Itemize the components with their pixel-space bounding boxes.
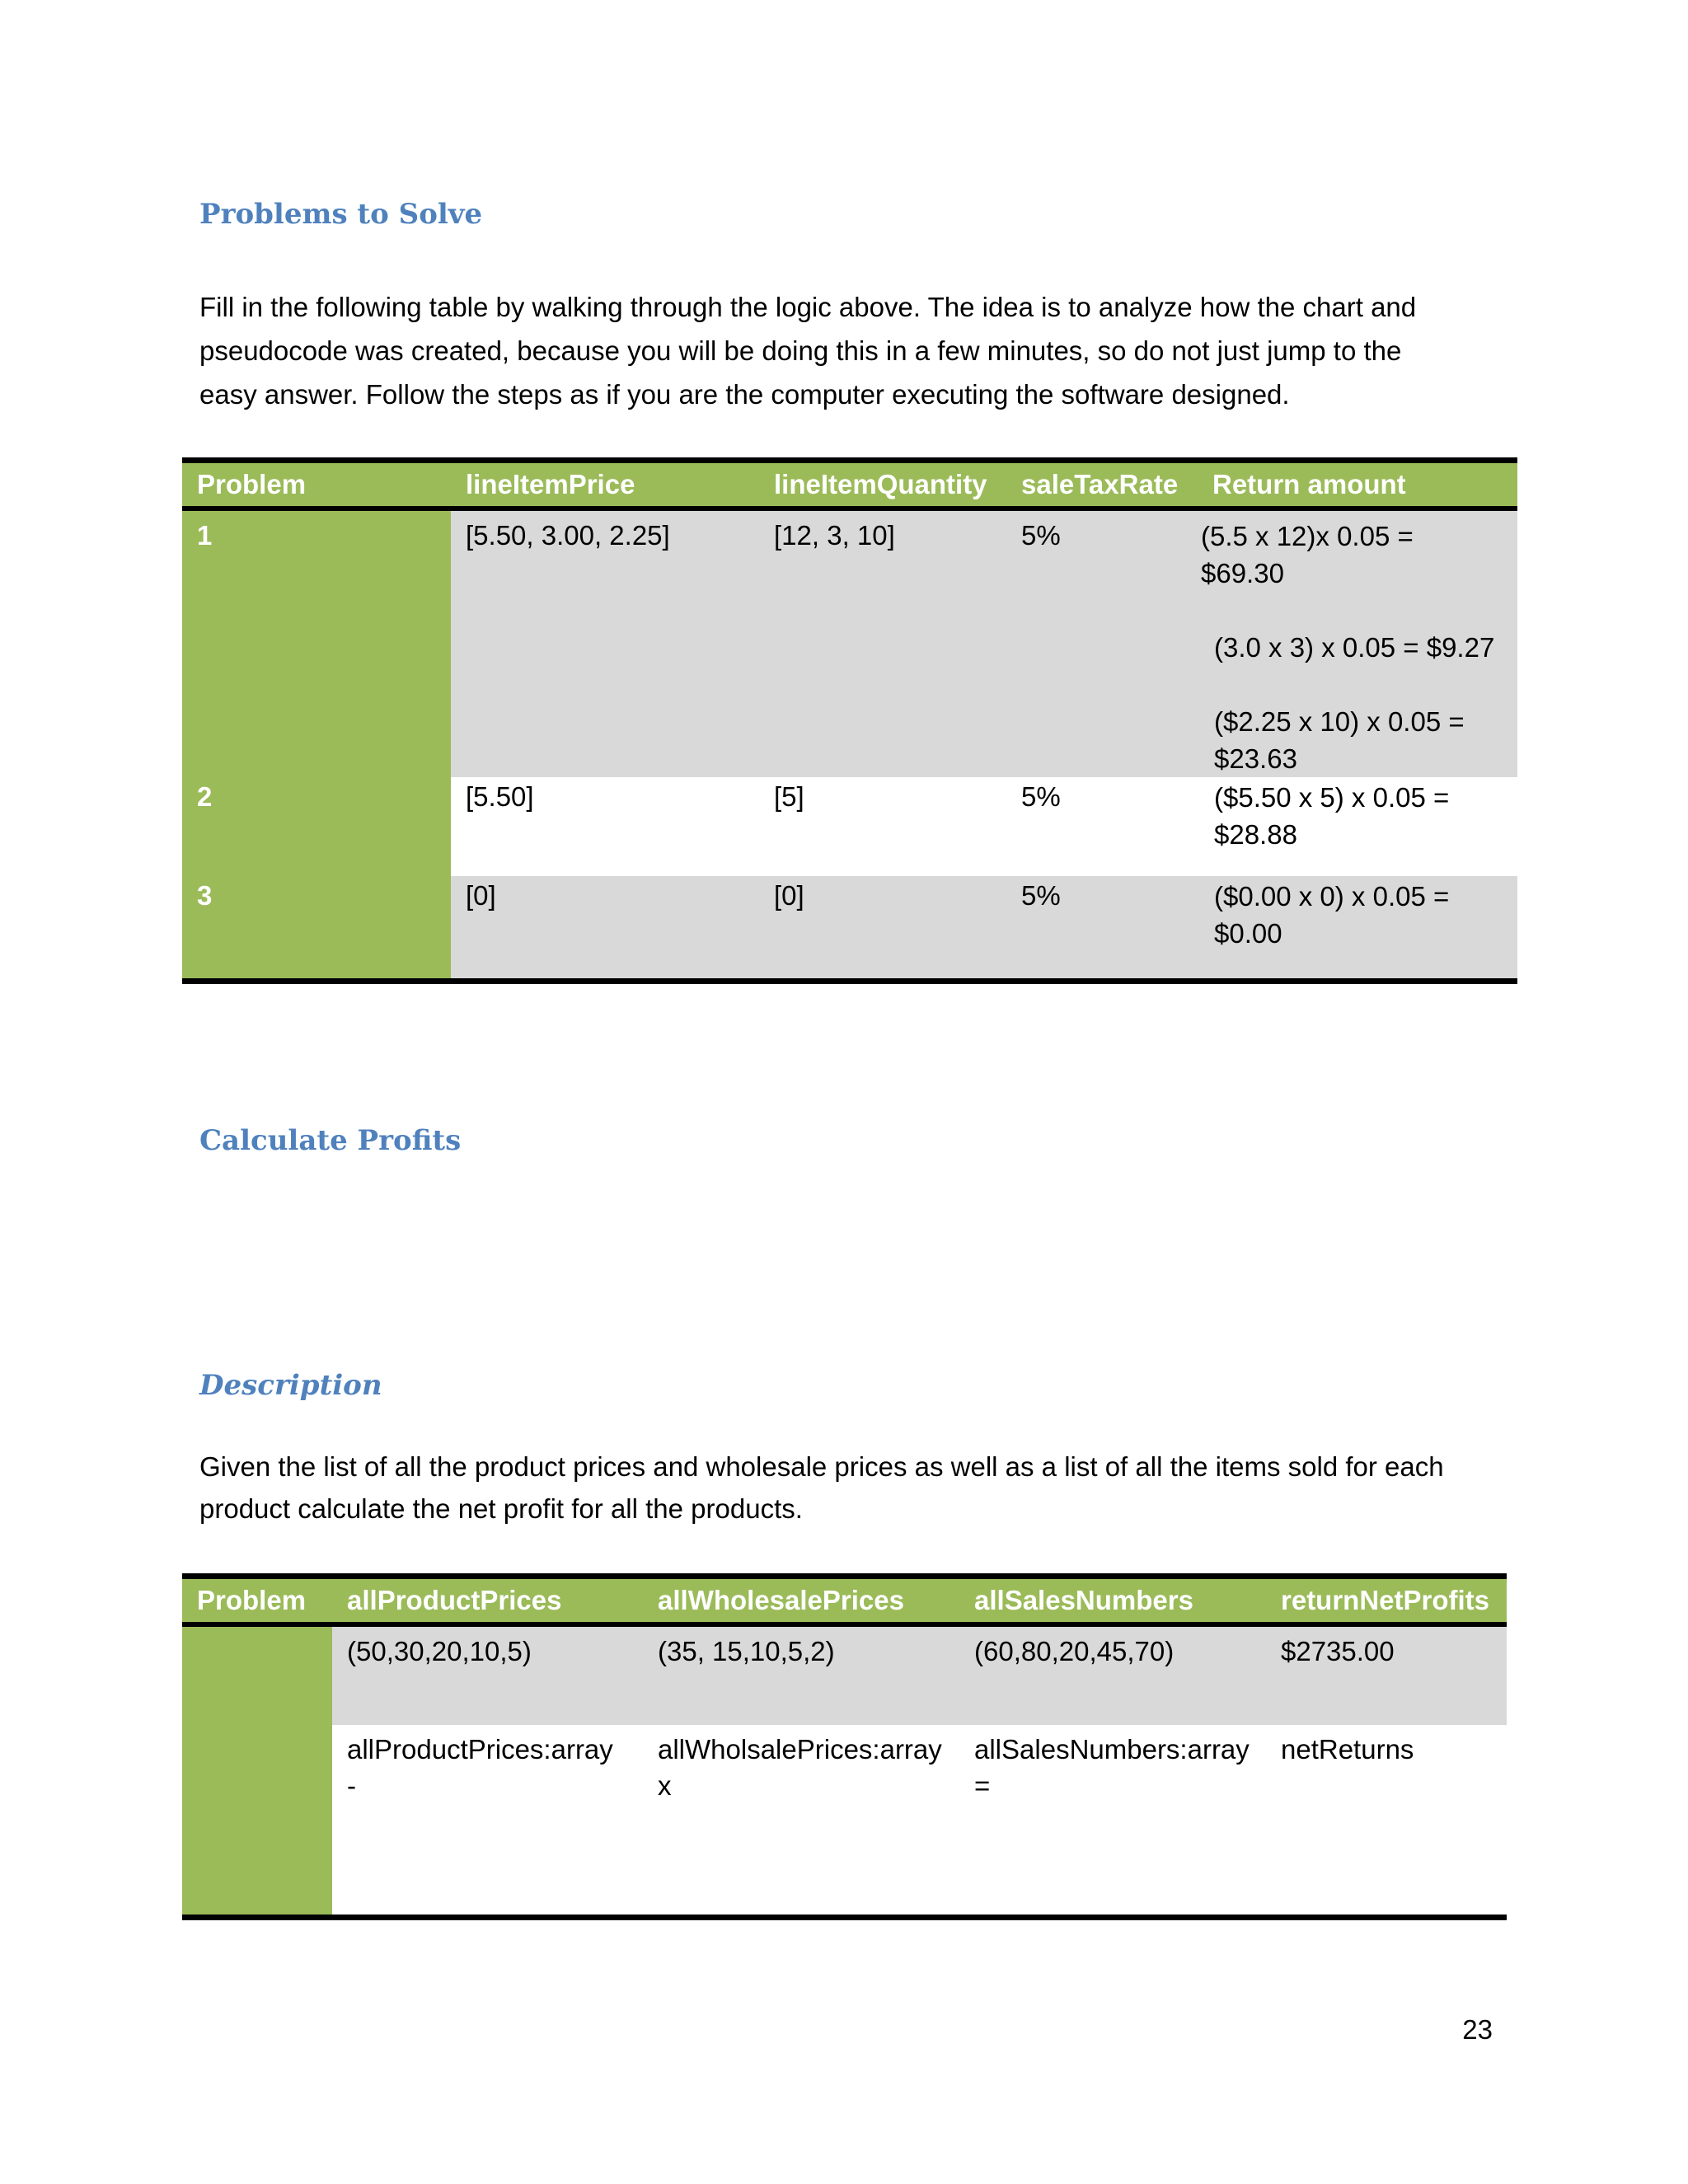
cell-line: (60,80,20,45,70) xyxy=(974,1636,1175,1666)
cell-line: = xyxy=(974,1770,991,1801)
line-item-quantity: [0] xyxy=(759,876,1006,981)
table-header-row xyxy=(182,461,1517,509)
section-heading-calculate-profits: Calculate Profits xyxy=(199,1124,462,1157)
paragraph-line: product calculate the net profit for all the products. xyxy=(199,1493,803,1524)
cell-line: $2735.00 xyxy=(1281,1636,1395,1666)
section-heading-problems: Problems to Solve xyxy=(199,198,483,231)
problem-number xyxy=(182,1624,332,1725)
cell-line: x xyxy=(658,1770,672,1801)
return-net-profits xyxy=(1266,1725,1507,1917)
return-amount xyxy=(1179,509,1517,777)
paragraph-line: easy answer. Follow the steps as if you are the computer executing the software designed. xyxy=(199,379,1290,410)
return-amount xyxy=(1179,876,1517,981)
all-product-prices xyxy=(332,1725,643,1917)
cell-line: allWholsalePrices:array xyxy=(658,1734,942,1765)
problem-number: 3 xyxy=(182,876,451,981)
return-line xyxy=(1201,666,1517,703)
all-sales-numbers xyxy=(959,1725,1266,1917)
return-amount xyxy=(1179,777,1517,876)
return-line: $0.00 xyxy=(1214,918,1282,949)
column-header-returnnetprofits: returnNetProfits xyxy=(1266,1577,1507,1625)
line-item-price: [5.50] xyxy=(451,777,759,876)
paragraph-line: pseudocode was created, because you will be doing this in a few minutes, so do not just jump to the xyxy=(199,335,1402,366)
column-header-allproductprices: allProductPrices xyxy=(332,1577,643,1625)
all-product-prices xyxy=(332,1624,643,1725)
column-header-lineitemquantity: lineItemQuantity xyxy=(759,461,1006,509)
table-row xyxy=(182,509,1517,777)
all-wholesale-prices xyxy=(643,1624,959,1725)
return-net-profits xyxy=(1266,1624,1507,1725)
problem-number: 2 xyxy=(182,777,451,876)
sale-tax-rate: 5% xyxy=(1006,509,1179,777)
line-item-price: [5.50, 3.00, 2.25] xyxy=(451,509,759,777)
return-line: $23.63 xyxy=(1214,743,1297,774)
net-profits-table xyxy=(182,1573,1507,1920)
table-row xyxy=(182,1725,1507,1917)
problem-number xyxy=(182,1725,332,1917)
return-line: $69.30 xyxy=(1201,558,1284,588)
sale-tax-rate: 5% xyxy=(1006,876,1179,981)
intro-paragraph xyxy=(199,285,1416,416)
return-line: ($5.50 x 5) x 0.05 = xyxy=(1214,782,1450,813)
page-number: 23 xyxy=(1462,2014,1493,2045)
return-amount-table xyxy=(182,457,1517,984)
column-header-allwholesaleprices: allWholesalePrices xyxy=(643,1577,959,1625)
cell-line: netReturns xyxy=(1281,1734,1414,1765)
return-line: (3.0 x 3) x 0.05 = $9.27 xyxy=(1214,632,1495,663)
line-item-quantity: [12, 3, 10] xyxy=(759,509,1006,777)
column-header-lineitemprice: lineItemPrice xyxy=(451,461,759,509)
table-row xyxy=(182,777,1517,876)
column-header-return-amount: Return amount xyxy=(1179,461,1517,509)
section-heading-description: Description xyxy=(199,1369,382,1402)
return-line: ($2.25 x 10) x 0.05 = xyxy=(1214,706,1465,737)
table-row xyxy=(182,1624,1507,1725)
sale-tax-rate: 5% xyxy=(1006,777,1179,876)
column-header-problem: Problem xyxy=(182,461,451,509)
return-line xyxy=(1201,592,1517,629)
column-header-problem: Problem xyxy=(182,1577,332,1625)
return-line: $28.88 xyxy=(1214,819,1297,850)
return-line: ($0.00 x 0) x 0.05 = xyxy=(1214,881,1450,912)
cell-line: (35, 15,10,5,2) xyxy=(658,1636,835,1666)
paragraph-line: Fill in the following table by walking through the logic above. The idea is to analyze how the chart and xyxy=(199,292,1417,322)
column-header-allsalesnumbers: allSalesNumbers xyxy=(959,1577,1266,1625)
table-row xyxy=(182,876,1517,981)
cell-line: (50,30,20,10,5) xyxy=(347,1636,532,1666)
line-item-price: [0] xyxy=(451,876,759,981)
cell-line: allSalesNumbers:array xyxy=(974,1734,1250,1765)
return-line: (5.5 x 12)x 0.05 = xyxy=(1201,521,1414,551)
paragraph-line: Given the list of all the product prices and wholesale prices as well as a list of all the items sold for each xyxy=(199,1451,1444,1482)
cell-line: - xyxy=(347,1770,356,1801)
problem-number: 1 xyxy=(182,509,451,777)
line-item-quantity: [5] xyxy=(759,777,1006,876)
description-paragraph xyxy=(199,1446,1444,1530)
column-header-saletaxrate: saleTaxRate xyxy=(1006,461,1179,509)
table-header-row xyxy=(182,1577,1507,1625)
all-sales-numbers xyxy=(959,1624,1266,1725)
cell-line: allProductPrices:array xyxy=(347,1734,613,1765)
all-wholesale-prices xyxy=(643,1725,959,1917)
